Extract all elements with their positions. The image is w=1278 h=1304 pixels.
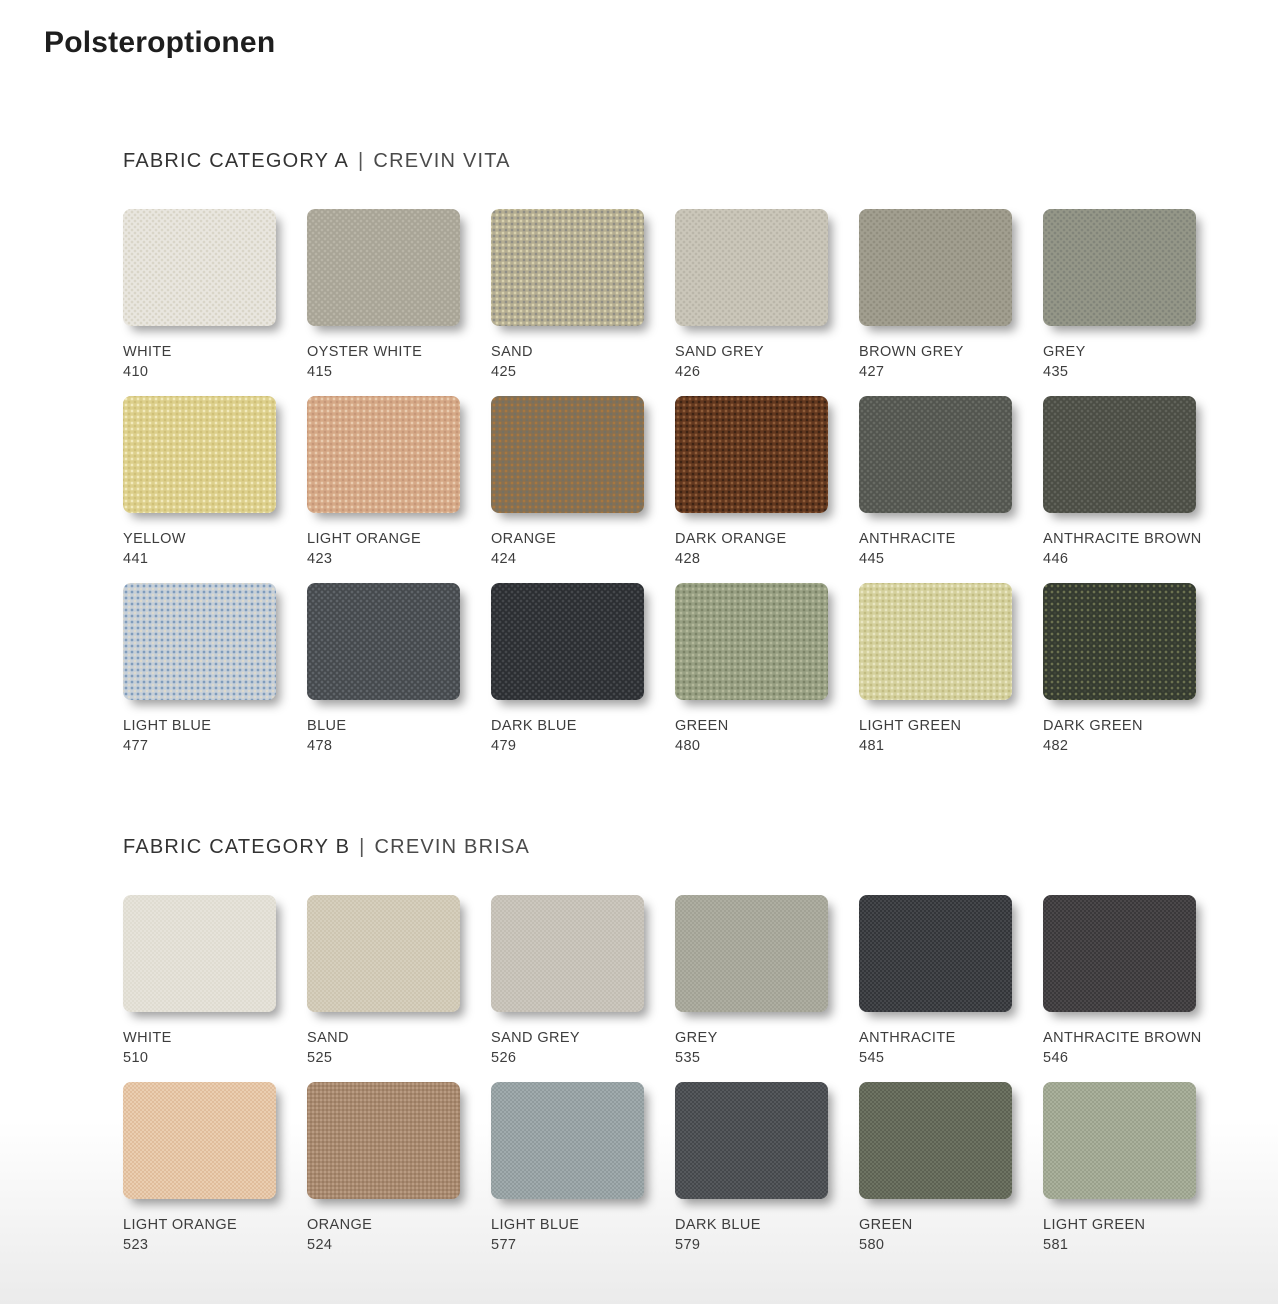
fabric-swatch-caption — [491, 1028, 644, 1068]
fabric-swatch-caption — [675, 1028, 828, 1068]
fabric-swatch-image — [491, 583, 644, 700]
fabric-code: 525 — [307, 1050, 333, 1066]
fabric-code: 480 — [675, 738, 701, 754]
fabric-name: OYSTER WHITE — [307, 344, 423, 360]
fabric-grid-category-b — [123, 895, 1233, 1255]
fabric-name: ORANGE — [491, 531, 557, 547]
fabric-swatch-caption — [859, 1215, 1012, 1255]
fabric-swatch — [859, 1082, 1012, 1255]
fabric-swatch-image — [859, 396, 1012, 513]
fabric-swatch-image — [491, 209, 644, 326]
fabric-name: LIGHT ORANGE — [123, 1217, 238, 1233]
fabric-code: 477 — [123, 738, 149, 754]
fabric-name: LIGHT BLUE — [123, 718, 212, 734]
fabric-name: SAND GREY — [675, 344, 765, 360]
fabric-swatch — [675, 583, 828, 756]
fabric-swatch-image — [1043, 583, 1196, 700]
fabric-swatch — [307, 583, 460, 756]
fabric-swatch — [307, 396, 460, 569]
fabric-swatch-image — [859, 1082, 1012, 1199]
fabric-swatch — [1043, 1082, 1196, 1255]
fabric-name: BROWN GREY — [859, 344, 964, 360]
fabric-code: 415 — [307, 364, 333, 380]
fabric-name: LIGHT ORANGE — [307, 531, 422, 547]
fabric-swatch-image — [859, 895, 1012, 1012]
fabric-code: 441 — [123, 551, 149, 567]
fabric-name: LIGHT BLUE — [491, 1217, 580, 1233]
fabric-name: ANTHRACITE BROWN — [1043, 1030, 1202, 1046]
fabric-swatch-caption — [491, 529, 644, 569]
fabric-name: WHITE — [123, 1030, 172, 1046]
fabric-swatch — [123, 895, 276, 1068]
heading-category-label: FABRIC CATEGORY B — [123, 836, 351, 858]
fabric-swatch — [307, 209, 460, 382]
fabric-code: 435 — [1043, 364, 1069, 380]
fabric-code: 410 — [123, 364, 149, 380]
heading-collection-label: CREVIN BRISA — [374, 836, 531, 858]
fabric-swatch-caption — [123, 342, 276, 382]
fabric-code: 526 — [491, 1050, 517, 1066]
section-heading-category-a — [123, 150, 1233, 173]
fabric-swatch-image — [307, 396, 460, 513]
fabric-swatch-image — [123, 396, 276, 513]
fabric-swatch-caption — [675, 1215, 828, 1255]
fabric-swatch-image — [491, 1082, 644, 1199]
fabric-swatch-caption — [307, 342, 460, 382]
fabric-swatch-caption — [307, 1215, 460, 1255]
fabric-code: 425 — [491, 364, 517, 380]
fabric-swatch-caption — [123, 1028, 276, 1068]
fabric-code: 482 — [1043, 738, 1069, 754]
fabric-code: 427 — [859, 364, 885, 380]
fabric-swatch-image — [859, 209, 1012, 326]
fabric-swatch — [123, 583, 276, 756]
heading-collection-label: CREVIN VITA — [373, 150, 511, 172]
fabric-swatch — [123, 1082, 276, 1255]
fabric-swatch — [859, 209, 1012, 382]
fabric-swatch — [491, 583, 644, 756]
fabric-name: GREY — [675, 1030, 718, 1046]
fabric-name: ANTHRACITE — [859, 531, 956, 547]
fabric-swatch — [123, 396, 276, 569]
fabric-swatch — [675, 1082, 828, 1255]
fabric-swatch — [1043, 583, 1196, 756]
fabric-code: 579 — [675, 1237, 701, 1253]
fabric-code: 580 — [859, 1237, 885, 1253]
fabric-swatch-caption — [491, 716, 644, 756]
heading-category-label: FABRIC CATEGORY A — [123, 150, 350, 172]
fabric-swatch-image — [675, 583, 828, 700]
fabric-code: 426 — [675, 364, 701, 380]
fabric-swatch-image — [123, 1082, 276, 1199]
fabric-swatch-caption — [675, 716, 828, 756]
fabric-swatch — [1043, 209, 1196, 382]
fabric-swatch-image — [491, 895, 644, 1012]
fabric-swatch-caption — [1043, 1215, 1196, 1255]
fabric-swatch-caption — [491, 1215, 644, 1255]
fabric-name: BLUE — [307, 718, 347, 734]
fabric-swatch-image — [123, 209, 276, 326]
fabric-code: 577 — [491, 1237, 517, 1253]
fabric-swatch-image — [1043, 209, 1196, 326]
fabric-name: LIGHT GREEN — [859, 718, 962, 734]
fabric-swatch — [307, 895, 460, 1068]
fabric-swatch — [491, 1082, 644, 1255]
fabric-swatch-image — [1043, 1082, 1196, 1199]
fabric-swatch-caption — [859, 529, 1012, 569]
fabric-swatch-image — [675, 396, 828, 513]
fabric-code: 535 — [675, 1050, 701, 1066]
fabric-name: SAND — [307, 1030, 349, 1046]
fabric-code: 545 — [859, 1050, 885, 1066]
fabric-code: 479 — [491, 738, 517, 754]
fabric-name: DARK BLUE — [675, 1217, 761, 1233]
fabric-swatch — [675, 396, 828, 569]
fabric-swatch — [1043, 396, 1202, 569]
fabric-swatch — [491, 396, 644, 569]
fabric-code: 423 — [307, 551, 333, 567]
fabric-swatch-image — [1043, 895, 1196, 1012]
fabric-grid-category-a — [123, 209, 1233, 756]
fabric-name: WHITE — [123, 344, 172, 360]
fabric-name: SAND — [491, 344, 533, 360]
fabric-swatch-caption — [1043, 1028, 1202, 1068]
fabric-swatch-caption — [307, 529, 460, 569]
fabric-code: 546 — [1043, 1050, 1069, 1066]
catalog-content — [123, 150, 1233, 1255]
fabric-swatch — [859, 895, 1012, 1068]
fabric-swatch-caption — [859, 342, 1012, 382]
heading-separator: | — [359, 836, 366, 858]
fabric-swatch-caption — [859, 716, 1012, 756]
fabric-swatch-image — [307, 209, 460, 326]
fabric-name: DARK ORANGE — [675, 531, 787, 547]
fabric-swatch-image — [123, 895, 276, 1012]
fabric-name: DARK BLUE — [491, 718, 577, 734]
fabric-swatch-caption — [123, 529, 276, 569]
fabric-name: GREY — [1043, 344, 1086, 360]
fabric-swatch-image — [675, 895, 828, 1012]
fabric-name: ANTHRACITE — [859, 1030, 956, 1046]
fabric-swatch-image — [675, 209, 828, 326]
fabric-swatch-caption — [123, 1215, 276, 1255]
fabric-swatch-image — [1043, 396, 1196, 513]
fabric-swatch-caption — [1043, 529, 1202, 569]
fabric-code: 481 — [859, 738, 885, 754]
section-fabric-category-b — [123, 836, 1233, 1255]
fabric-swatch-image — [675, 1082, 828, 1199]
fabric-name: ORANGE — [307, 1217, 373, 1233]
fabric-code: 524 — [307, 1237, 333, 1253]
fabric-swatch — [491, 895, 644, 1068]
fabric-name: DARK GREEN — [1043, 718, 1143, 734]
fabric-swatch — [123, 209, 276, 382]
fabric-swatch-caption — [1043, 716, 1196, 756]
fabric-name: LIGHT GREEN — [1043, 1217, 1146, 1233]
fabric-code: 478 — [307, 738, 333, 754]
fabric-code: 428 — [675, 551, 701, 567]
fabric-swatch-image — [307, 1082, 460, 1199]
fabric-code: 510 — [123, 1050, 149, 1066]
fabric-name: SAND GREY — [491, 1030, 581, 1046]
fabric-swatch-image — [123, 583, 276, 700]
fabric-swatch — [1043, 895, 1202, 1068]
fabric-swatch-image — [491, 396, 644, 513]
section-heading-category-b — [123, 836, 1233, 859]
fabric-code: 581 — [1043, 1237, 1069, 1253]
fabric-swatch-image — [307, 583, 460, 700]
fabric-swatch-caption — [123, 716, 276, 756]
fabric-swatch — [491, 209, 644, 382]
fabric-swatch — [675, 209, 828, 382]
fabric-swatch-caption — [1043, 342, 1196, 382]
fabric-name: ANTHRACITE BROWN — [1043, 531, 1202, 547]
fabric-swatch-caption — [307, 1028, 460, 1068]
fabric-code: 424 — [491, 551, 517, 567]
fabric-swatch-caption — [675, 529, 828, 569]
page-title: Polsteroptionen — [44, 26, 276, 59]
fabric-code: 523 — [123, 1237, 149, 1253]
fabric-swatch — [859, 583, 1012, 756]
section-fabric-category-a — [123, 150, 1233, 756]
fabric-swatch-caption — [307, 716, 460, 756]
fabric-swatch-image — [307, 895, 460, 1012]
fabric-swatch-caption — [859, 1028, 1012, 1068]
fabric-code: 446 — [1043, 551, 1069, 567]
fabric-swatch-image — [859, 583, 1012, 700]
fabric-swatch — [675, 895, 828, 1068]
fabric-swatch-caption — [675, 342, 828, 382]
fabric-name: GREEN — [675, 718, 729, 734]
fabric-swatch — [307, 1082, 460, 1255]
fabric-code: 445 — [859, 551, 885, 567]
fabric-swatch-caption — [491, 342, 644, 382]
heading-separator: | — [358, 150, 365, 172]
fabric-swatch — [859, 396, 1012, 569]
fabric-name: GREEN — [859, 1217, 913, 1233]
fabric-name: YELLOW — [123, 531, 186, 547]
